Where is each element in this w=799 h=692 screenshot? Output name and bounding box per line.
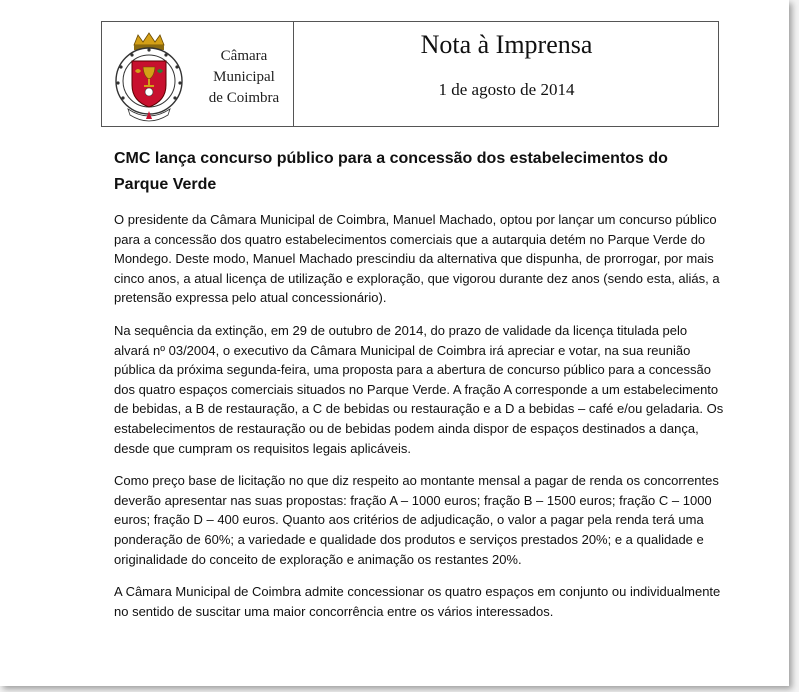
document-title: Nota à Imprensa bbox=[420, 30, 593, 59]
org-name-line: Municipal bbox=[213, 69, 275, 85]
org-name-line: de Coimbra bbox=[208, 90, 280, 106]
paragraph: Na sequência da extinção, em 29 de outubro de 2014, do prazo de validade da licença titulada pelo alvará nº 03/2004, o executivo da Câmara Municipal de Coimbra irá apreciar e votar, na sua reunião pública da próxima segunda-feira, uma proposta para a abertura de concurso público para a concessão dos quatro espaços comerciais situados no Parque Verde. A fração A corresponde a um estabelecimento de bebidas, a B de restauração, a C de bebidas ou restauração e a D a bebidas – café e/ou geladaria. Os estabelecimentos de restauração ou de bebidas podem ainda dispor de espaços destinados a dança, desde que cumpram os requisitos legais aplicáveis. bbox=[114, 322, 724, 456]
article-body bbox=[114, 210, 724, 634]
org-name-line: Câmara bbox=[220, 48, 268, 64]
coat-of-arms-icon bbox=[106, 31, 192, 123]
paragraph: O presidente da Câmara Municipal de Coimbra, Manuel Machado, optou por lançar um concurso público para a concessão dos quatro estabelecimentos comerciais que a autarquia detém no Parque Verde do Mondego. Deste modo, Manuel Machado prescindiu da alternativa que dispunha, de prorrogar, por mais cinco anos, a atual licença de utilização e exploração, que vigorou durante dez anos (sendo esta, aliás, a pretensão expressa pelo atual concessionário). bbox=[114, 212, 720, 306]
letterhead bbox=[101, 21, 719, 127]
paragraph: Como preço base de licitação no que diz respeito ao montante mensal a pagar de renda os concorrentes deverão apresentar nas suas propostas: fração A – 1000 euros; fração B – 1500 euros; fração C – 1000 euros; fração D – 400 euros. Quanto aos critérios de adjudicação, o valor a pagar pela renda terá uma ponderação de 60%; a variedade e qualidade dos produtos e serviços prestados 20%; e a qualidade e originalidade do conceito de exploração e animação os restantes 20%. bbox=[114, 473, 719, 567]
article-headline: CMC lança concurso público para a concessão dos estabelecimentos do Parque Verde bbox=[114, 150, 668, 193]
paragraph: A Câmara Municipal de Coimbra admite concessionar os quatro espaços em conjunto ou individualmente no sentido de suscitar uma maior concorrência entre os vários interessados. bbox=[114, 584, 721, 619]
document-date: 1 de agosto de 2014 bbox=[438, 80, 575, 99]
municipality-name bbox=[194, 46, 294, 109]
